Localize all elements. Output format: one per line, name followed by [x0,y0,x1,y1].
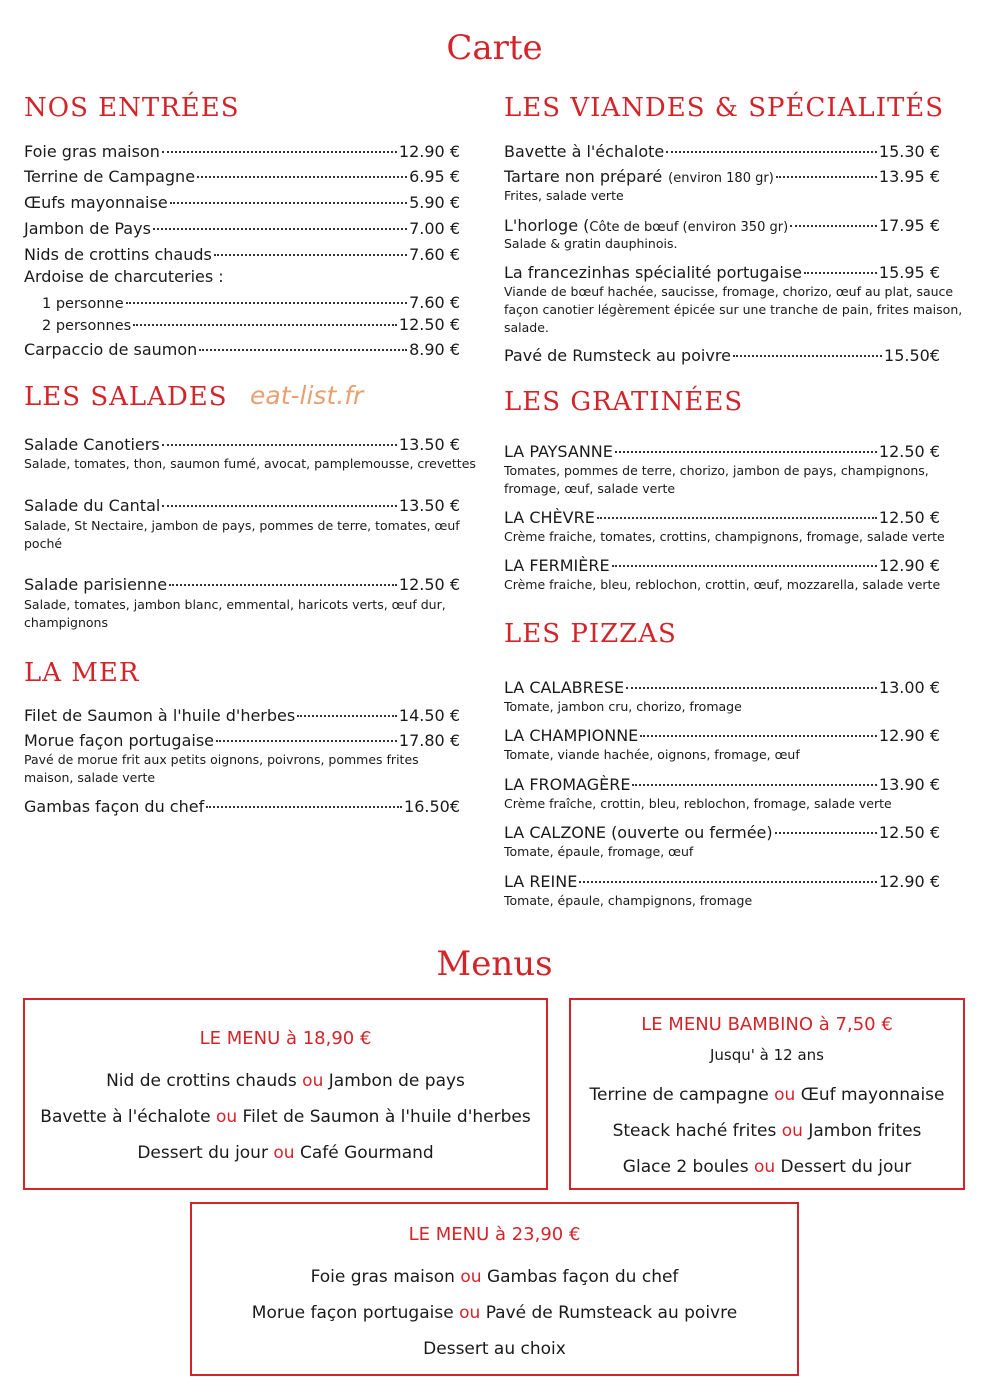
leader-dots [162,487,397,507]
item-name: Morue façon portugaise [24,731,215,750]
menu-choice [25,1106,546,1128]
item-price: 7.60 € [409,293,460,312]
item-price: 13.95 € [878,167,940,186]
item-price: 12.90 € [878,726,940,745]
leader-dots [790,207,877,227]
choice-a: Dessert au choix [423,1339,566,1359]
ou-word: ou [273,1143,295,1163]
ou-word: ou [753,1157,776,1177]
menu-item [504,770,940,796]
item-price: 8.90 € [409,340,460,359]
menu-item [504,818,940,844]
item-name: Nids de crottins chauds [24,245,212,264]
item-name: LA FERMIÈRE [504,556,610,575]
choice-b: Jambon frites [808,1121,922,1141]
item-price: 13.00 € [878,678,940,697]
section-title-entrees: NOS ENTRÉES [24,93,240,123]
item-description: Tomate, jambon cru, chorizo, fromage [504,699,742,714]
leader-dots [640,717,877,737]
leader-dots [626,669,877,689]
menu-item [504,673,940,699]
carte-title: Carte [446,28,543,68]
item-description: Tomate, épaule, champignons, fromage [504,893,753,908]
item-name: LA FROMAGÈRE [504,775,631,794]
leader-dots [162,426,397,446]
item-name: L'horloge ( [504,216,590,235]
menu-box-bambino [569,998,965,1190]
leader-dots [170,184,407,204]
menu-item [504,721,940,747]
menu-title: LE MENU BAMBINO à 7,50 € [641,1014,893,1035]
choice-b: Café Gourmand [299,1143,434,1163]
item-price: 12.50 € [878,442,940,461]
item-price: 17.80 € [398,731,460,750]
leader-dots [162,133,397,153]
item-price: 13.50 € [398,496,460,515]
choice-b: Dessert du jour [780,1157,912,1177]
item-name: Carpaccio de saumon [24,340,198,359]
choice-b: Jambon de pays [328,1071,465,1091]
item-name: LA CHAMPIONNE [504,726,639,745]
item-name: Ardoise de charcuteries : [24,267,224,286]
item-price: 13.90 € [878,775,940,794]
leader-dots [632,766,876,786]
item-name: Gambas façon du chef [24,797,205,816]
choice-a: Glace 2 boules [622,1157,749,1177]
item-price: 7.00 € [409,219,460,238]
menu-item [504,162,940,190]
item-description: Salade & gratin dauphinois. [504,236,678,251]
item-price: 12.50 € [878,823,940,842]
item-price: 12.90 € [398,142,460,161]
item-name: Tartare non préparé [504,167,663,186]
item-note: (environ 180 gr) [668,171,774,186]
section-title-viandes: LES VIANDES & SPÉCIALITÉS [504,93,945,123]
menu-item [504,437,940,463]
item-name: Salade du Cantal [24,496,161,515]
menu-item [24,570,460,596]
item-description: Crème fraîche, crottin, bleu, reblochon, fromage, salade verte [504,796,892,811]
menu-subtitle: Jusqu' à 12 ans [710,1046,824,1064]
choice-b: Œuf mayonnaise [800,1085,945,1105]
menu-choice [571,1084,963,1106]
leader-dots [775,814,877,834]
leader-dots [666,133,877,153]
menu-item [504,258,940,284]
menu-item [24,491,460,517]
item-name: LA CALABRESE [504,678,625,697]
item-description: Tomates, pommes de terre, chorizo, jambon de pays, champignons, fromage, œuf, salade verte [504,463,929,496]
menu-choice [25,1142,546,1164]
menu-item [24,430,460,456]
item-price: 12.50 € [398,575,460,594]
item-price: 15.95 € [878,263,940,282]
ou-word: ou [215,1107,238,1127]
menu-title: LE MENU à 23,90 € [408,1224,581,1245]
item-description: Salade, tomates, jambon blanc, emmental, haricots verts, œuf dur, champignons [24,597,446,630]
ou-word: ou [459,1303,481,1323]
item-name: Foie gras maison [24,142,160,161]
item-name: Salade parisienne [24,575,168,594]
menus-title: Menus [436,944,553,984]
item-price: 7.60 € [409,245,460,264]
leader-dots [133,306,397,326]
menu-item [24,726,460,752]
item-description: Tomate, épaule, fromage, œuf [504,844,694,859]
leader-dots [216,722,397,742]
ou-word: ou [774,1085,796,1105]
menu-item [24,792,460,818]
item-price: 13.50 € [398,435,460,454]
menu-choice [192,1338,797,1360]
leader-dots [733,337,882,357]
menu-title: LE MENU à 18,90 € [199,1028,372,1049]
item-name: Bavette à l'échalote [504,142,665,161]
choice-a: Steack haché frites [612,1121,777,1141]
item-description: Salade, tomates, thon, saumon fumé, avocat, pamplemousse, crevettes [24,456,476,471]
menu-choice [192,1302,797,1324]
item-name: LA REINE [504,872,578,891]
menu-item [24,335,460,361]
item-description: Frites, salade verte [504,188,624,203]
menu-item [504,867,940,893]
menu-box-18-90 [23,998,548,1190]
menu-choice [25,1070,546,1092]
leader-dots [579,863,877,883]
item-price: 12.50 € [398,315,460,334]
item-price: 16.50€ [404,797,460,816]
item-price: 15.30 € [878,142,940,161]
choice-a: Terrine de campagne [589,1085,769,1105]
item-description: Tomate, viande hachée, oignons, fromage, œuf [504,747,800,762]
choice-b: Gambas façon du chef [486,1267,679,1287]
item-price: 12.50 € [878,508,940,527]
item-description: Pavé de morue frit aux petits oignons, poivrons, pommes frites maison, salade verte [24,752,419,785]
item-price: 12.90 € [878,556,940,575]
item-name: Filet de Saumon à l'huile d'herbes [24,706,296,725]
leader-dots [597,499,877,519]
leader-dots [197,158,407,178]
item-name: Salade Canotiers [24,435,160,454]
item-name: Jambon de Pays [24,219,151,238]
section-title-salades: LES SALADES [24,382,228,412]
menu-item [504,503,940,529]
item-name: Terrine de Campagne [24,167,196,186]
ou-word: ou [302,1071,324,1091]
section-title-pizzas: LES PIZZAS [504,619,677,649]
menu-choice [571,1156,963,1178]
item-name: LA PAYSANNE [504,442,613,461]
choice-b: Filet de Saumon à l'huile d'herbes [242,1107,531,1127]
choice-a: Morue façon portugaise [251,1303,454,1323]
item-price: 15.50€ [884,346,940,365]
item-name: La francezinhas spécialité portugaise [504,263,802,282]
item-price: 6.95 € [409,167,460,186]
menu-item [24,240,460,266]
section-title-mer: LA MER [24,658,140,688]
item-note: Côte de bœuf (environ 350 gr) [589,220,789,235]
item-description: Salade, St Nectaire, jambon de pays, pommes de terre, tomates, œuf poché [24,518,460,551]
leader-dots [615,433,877,453]
choice-a: Bavette à l'échalote [40,1107,211,1127]
item-description: Crème fraiche, tomates, crottins, champignons, fromage, salade verte [504,529,945,544]
item-name: LA CHÈVRE [504,508,595,527]
ou-word: ou [781,1121,803,1141]
watermark: eat-list.fr [250,381,364,410]
item-description: Crème fraiche, bleu, reblochon, crottin, œuf, mozzarella, salade verte [504,577,941,592]
menu-box-23-90 [190,1202,799,1376]
item-price: 5.90 € [409,193,460,212]
item-price: 17.95 € [878,216,940,235]
item-price: 12.90 € [878,872,940,891]
item-description: Viande de bœuf hachée, saucisse, fromage, chorizo, œuf au plat, sauce façon canotier légèrement épicée sur une tranche de pain, frites maison, salade. [504,284,963,335]
choice-b: Pavé de Rumsteack au poivre [485,1303,738,1323]
leader-dots [199,331,407,351]
leader-dots [776,158,877,178]
menu-item [504,551,940,577]
item-name: 2 personnes [42,318,132,334]
ou-word: ou [460,1267,482,1287]
leader-dots [612,547,877,567]
choice-a: Foie gras maison [310,1267,455,1287]
item-price: 14.50 € [398,706,460,725]
leader-dots [169,566,397,586]
leader-dots [206,788,402,808]
leader-dots [126,284,407,304]
choice-a: Nid de crottins chauds [106,1071,297,1091]
menu-item [504,341,940,367]
item-name: 1 personne [42,296,124,312]
leader-dots [214,236,407,256]
item-name: Pavé de Rumsteck au poivre [504,346,731,365]
choice-a: Dessert du jour [137,1143,268,1163]
item-name: LA CALZONE (ouverte ou fermée) [504,823,773,842]
section-title-gratinees: LES GRATINÉES [504,387,744,417]
menu-choice [571,1120,963,1142]
leader-dots [153,210,407,230]
item-name: Œufs mayonnaise [24,193,168,212]
leader-dots [804,254,877,274]
leader-dots [297,697,397,717]
menu-choice [192,1266,797,1288]
